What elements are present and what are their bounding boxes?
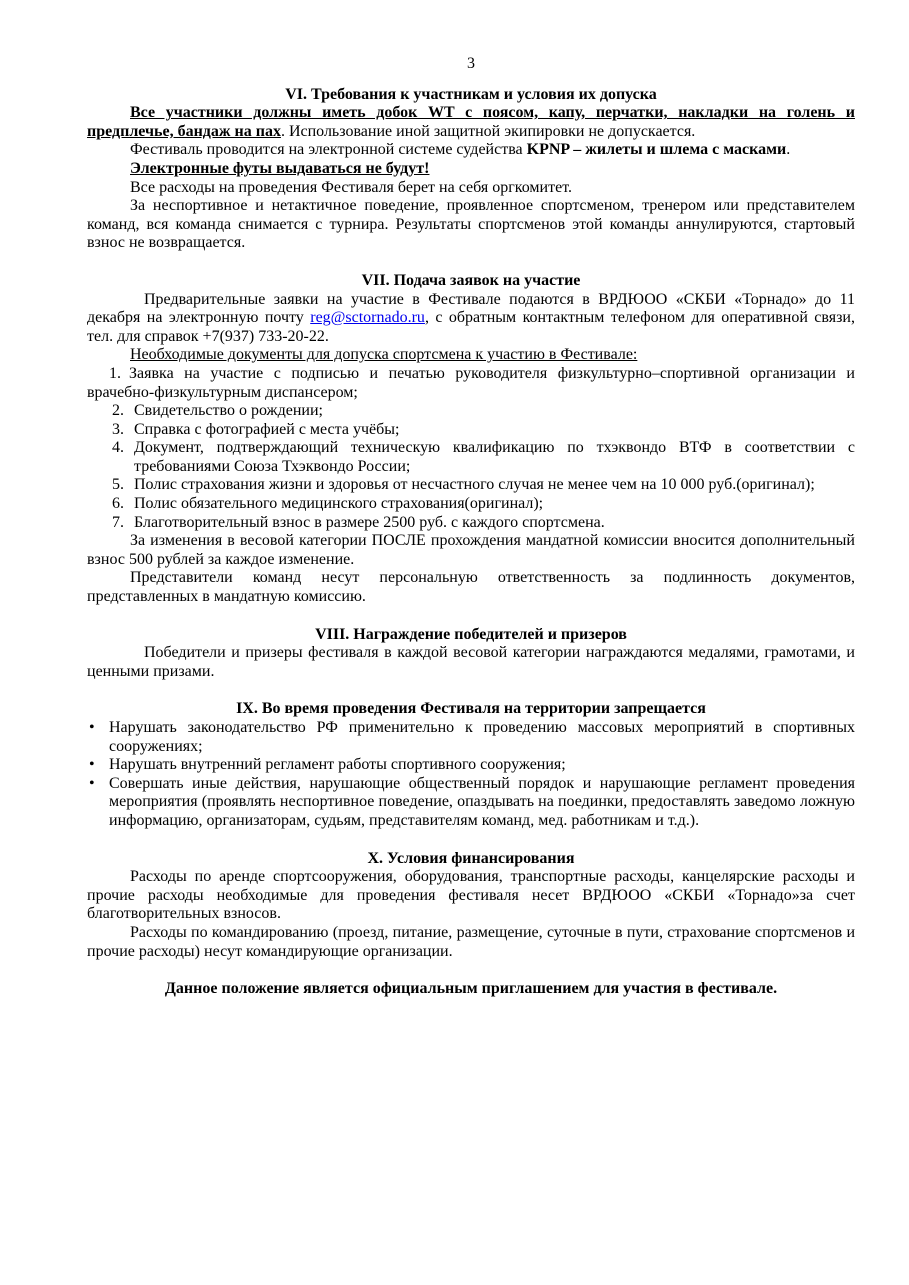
list-item-text: Благотворительный взнос в размере 2500 руб. с каждого спортсмена. (134, 513, 605, 531)
list-item-text: Документ, подтверждающий техническую квалификацию по тхэквондо ВТФ в соответствии с требованиями Союза Тхэквондо России; (134, 439, 855, 475)
list-item (89, 719, 855, 756)
list-item-text: Справка с фотографией с места учёбы; (134, 420, 400, 438)
list-item (89, 756, 855, 775)
s6-system-bold: KPNP – жилеты и шлема с масками (526, 141, 787, 159)
list-item (109, 514, 855, 533)
list-item (89, 774, 855, 831)
bullet-icon: • (89, 756, 95, 774)
final-statement: Данное положение является официальным приглашением для участия в фестивале. (164, 980, 778, 998)
s7-responsibility: Представители команд несут персональную ответственность за подлинность документов, представленных в мандатную комиссию. (87, 569, 855, 606)
list-number: 5. (112, 476, 124, 494)
list-item-text: Нарушать законодательство РФ применительно к проведению массовых мероприятий в спортивных сооружениях; (109, 719, 855, 755)
list-number: 1. (109, 364, 121, 382)
s7-doc-item-1 (87, 365, 855, 402)
list-number: 7. (112, 513, 124, 531)
bullet-icon: • (89, 719, 95, 736)
s6-foot-notice-text: Электронные футы выдаваться не будут! (130, 159, 430, 177)
list-item (109, 402, 855, 421)
list-item-text: Заявка на участие с подписью и печатью руководителя физкультурно–спортивной организации и врачебно-физкультурным диспансером; (87, 364, 855, 401)
s6-equipment-rest: . Использование иной защитной экипировки не допускается. (280, 122, 696, 140)
s7-weight-change: За изменения в весовой категории ПОСЛЕ прохождения мандатной комиссии вносится дополнительный взнос 500 рублей за каждое изменение. (87, 532, 855, 568)
s7-applications-paragraph (87, 291, 855, 347)
s6-behavior: За неспортивное и нетактичное поведение, проявленное спортсменом, тренером или представителем команд, вся команда снимается с турнира. Результаты спортсменов этой команды аннулируются, стартовый взнос не возвращается. (87, 197, 855, 252)
s7-docs-heading: Необходимые документы для допуска спортсмена к участию в Фестивале: (130, 346, 638, 364)
list-item-text: Совершать иные действия, нарушающие общественный порядок и нарушающие регламент проведения мероприятия (проявлять неспортивное поведение, опаздывать на поединки, предоставлять заведомо ложную информацию, организаторам, судьям, представителям команд, мед. работникам и т.д.). (109, 774, 855, 829)
section-8-title: VIII. Награждение победителей и призеров (315, 625, 627, 643)
s7-docs-heading-row (87, 346, 855, 365)
s10-rent-expenses: Расходы по аренде спортсооружения, оборудования, транспортные расходы, канцелярские расходы и прочие расходы необходимые для проведения фестиваля несет ВРДЮОО «СКБИ «Торнадо»за счет благотворительных взносов. (87, 868, 855, 923)
list-item (109, 495, 855, 514)
s6-system-paragraph (87, 141, 855, 160)
list-item-text: Нарушать внутренний регламент работы спортивного сооружения; (109, 756, 566, 774)
s6-system-end: . (786, 141, 791, 159)
section-10-title: X. Условия финансирования (367, 849, 575, 867)
email-link[interactable]: reg@sctornado.ru (310, 309, 425, 327)
list-item (109, 421, 855, 440)
list-item-text: Полис страхования жизни и здоровья от несчастного случая не менее чем на 10 000 руб.(оригинал); (134, 476, 815, 494)
section-7-title: VII. Подача заявок на участие (361, 271, 581, 289)
s9-prohibitions-list (87, 719, 855, 831)
s7-applications-text-end: , с обратным контактным телефоном для оперативной связи, тел. для справок +7(937) 733-20-22. (87, 309, 855, 345)
s8-awards: Победители и призеры фестиваля в каждой весовой категории награждаются медалями, грамотами, и ценными призами. (87, 644, 855, 680)
s6-equipment-bold: Все участники должны иметь добок WT с поясом, капу, перчатки, накладки на голень и предплечье, бандаж на пах (87, 104, 855, 140)
page-number: 3 (467, 55, 475, 72)
list-item-text: Свидетельство о рождении; (134, 402, 323, 420)
s10-travel-expenses: Расходы по командированию (проезд, питание, размещение, суточные в пути, страхование спортсменов и прочие расходы) несут командирующие организации. (87, 923, 855, 960)
bullet-icon: • (89, 774, 95, 792)
list-item-text: Полис обязательного медицинского страхования(оригинал); (134, 495, 544, 513)
s6-expenses: Все расходы на проведения Фестиваля берет на себя оргкомитет. (130, 178, 572, 196)
list-item (109, 476, 855, 495)
s6-equipment-paragraph (87, 104, 855, 141)
list-item (109, 439, 855, 476)
list-number: 3. (112, 420, 124, 438)
s7-applications-text: Предварительные заявки на участие в Фестивале подаются в ВРДЮОО «СКБИ «Торнадо» до 11 декабря на электронную почту (87, 290, 855, 327)
list-number: 4. (112, 439, 124, 457)
s6-system-text: Фестиваль проводится на электронной системе судейства (130, 141, 527, 159)
section-9-title: IX. Во время проведения Фестиваля на территории запрещается (236, 700, 706, 718)
section-6-title: VI. Требования к участникам и условия их допуска (285, 85, 657, 103)
list-number: 6. (112, 495, 124, 513)
s7-docs-list (87, 402, 855, 532)
s6-foot-notice (87, 160, 855, 179)
list-number: 2. (112, 402, 124, 420)
